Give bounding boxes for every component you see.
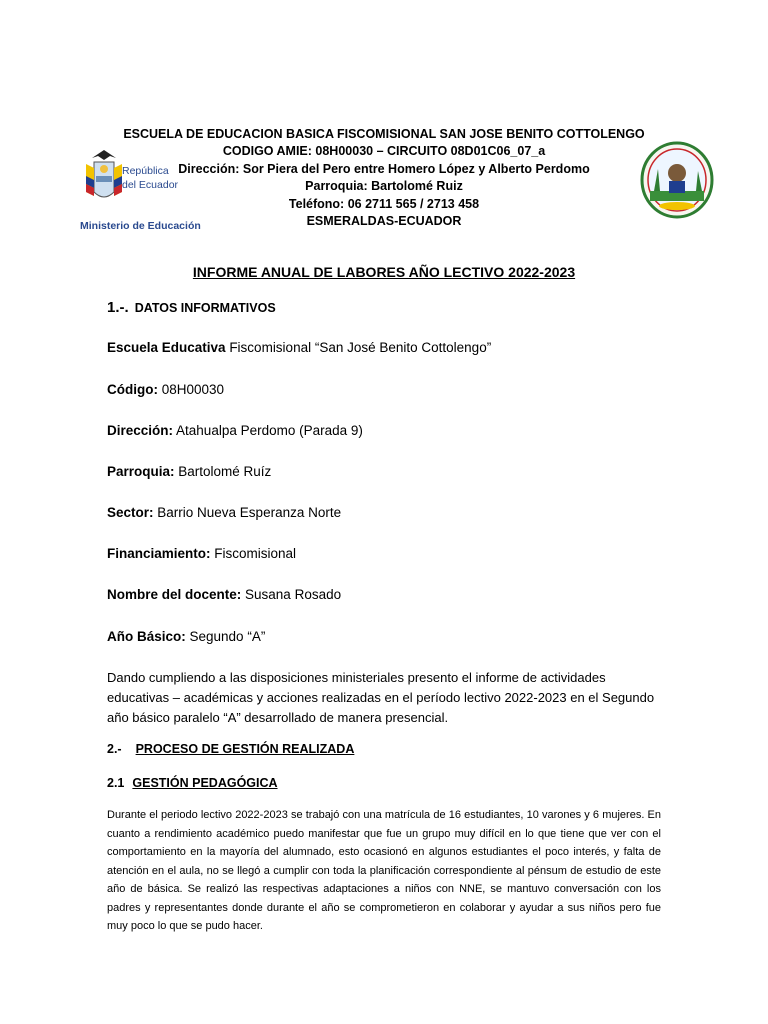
report-title: INFORME ANUAL DE LABORES AÑO LECTIVO 2022-2023 [192,264,576,280]
field-escuela [107,340,491,355]
field-sector [107,505,341,520]
school-seal [640,141,714,219]
section-2-1-number: 2.1 [107,776,125,790]
section-2-label: PROCESO DE GESTIÓN REALIZADA [135,742,355,756]
header-line-4: Parroquia: Bartolomé Ruiz [305,179,463,194]
logo-text-2: del Ecuador [122,179,179,191]
ministerio-caption: Ministerio de Educación [80,220,201,232]
section-1-heading [107,299,276,316]
field-label: Parroquia: [107,464,175,479]
field-financiamiento [107,546,296,561]
field-value: Atahualpa Perdomo (Parada 9) [173,423,363,438]
header-line-2: CODIGO AMIE: 08H00030 – CIRCUITO 08D01C06_07_a [222,144,546,159]
section-1-label: DATOS INFORMATIVOS [134,301,276,315]
section-2-1-heading [107,776,278,790]
field-label: Financiamiento: [107,546,211,561]
field-value: Susana Rosado [241,587,342,602]
field-label: Nombre del docente: [107,587,242,602]
field-label: Año Básico: [107,629,186,644]
intro-paragraph: Dando cumpliendo a las disposiciones ministeriales presento el informe de actividades educativas – académicas y acciones realizadas en el período lectivo 2022-2023 en el Segundo año básico paralelo “A” desarrollado de manera presencial. [107,670,655,725]
field-value: Barrio Nueva Esperanza Norte [153,505,342,520]
school-header [120,126,648,230]
field-parroquia [107,464,271,479]
header-line-5: Teléfono: 06 2711 565 / 2713 458 [288,196,480,211]
field-label: Dirección: [107,423,174,438]
field-ano-basico [107,629,265,644]
field-value: Bartolomé Ruíz [174,464,272,479]
section-2-heading [107,742,354,756]
field-label: Escuela Educativa [107,340,226,355]
school-seal-icon [640,141,714,219]
section-1-number: 1.-. [107,299,129,316]
field-docente [107,587,341,602]
field-value: 08H00030 [157,382,225,397]
field-value: Segundo “A” [185,629,266,644]
header-line-1: ESCUELA DE EDUCACION BASICA FISCOMISIONAL SAN JOSE BENITO COTTOLENGO [123,127,645,141]
field-label: Código: [107,382,158,397]
field-label: Sector: [107,505,154,520]
section-2-number: 2.- [107,742,122,756]
field-direccion [107,423,363,438]
field-value: Fiscomisional “San José Benito Cottolengo” [225,340,492,355]
field-codigo [107,382,224,397]
section-2-1-label: GESTIÓN PEDAGÓGICA [132,776,278,790]
logo-text-1: República [122,165,169,177]
header-line-3: Dirección: Sor Piera del Pero entre Homero López y Alberto Perdomo [178,161,590,176]
header-line-6: ESMERALDAS-ECUADOR [306,214,462,229]
field-value: Fiscomisional [210,546,297,561]
gestion-pedagogica-paragraph: Durante el periodo lectivo 2022-2023 se trabajó con una matrícula de 16 estudiantes, 10 varones y 6 mujeres. En cuanto a rendimiento académico puedo manifestar que fue un grupo muy difícil en lo que tiene que ver con el comportamiento en la mayoría del alumnado, esto ocasionó en algunos estudiantes el poco interés, y falta de atención en el aula, no se llegó a cumplir con toda la planificación correspondiente al pénsum de estudio de este año de básica. Se realizó las respectivas adaptaciones a niños con NNE, se mantuvo conversación con los padres y representantes donde durante el año se comprometieron en colaborar y ayudar a sus niños pero fue muy poco lo que se pudo hacer. [107,809,661,932]
